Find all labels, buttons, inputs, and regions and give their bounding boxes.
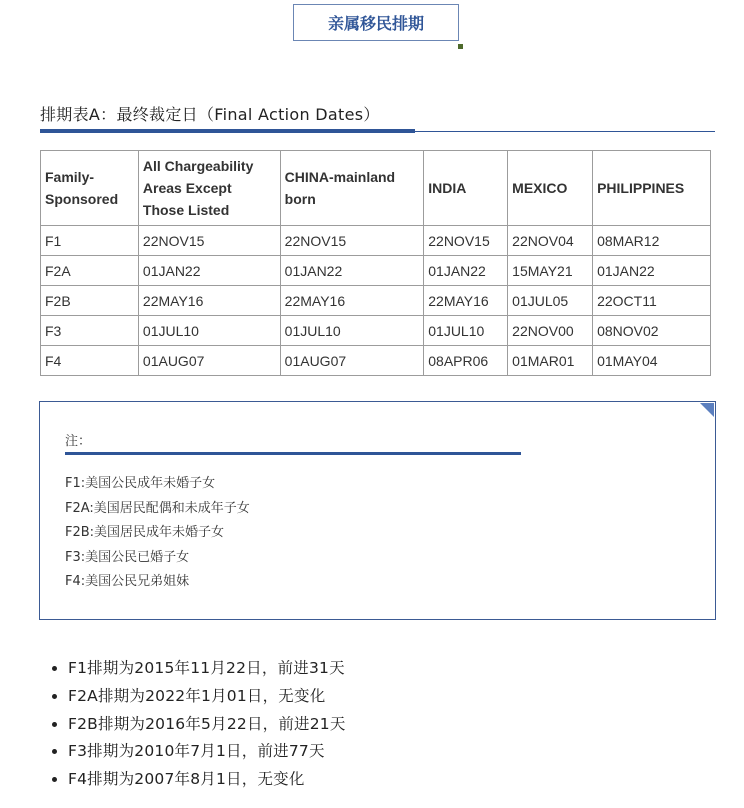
table-cell: 01JAN22 bbox=[424, 256, 508, 286]
summary-item: • F4排期为2007年8月1日，无变化 bbox=[68, 766, 346, 794]
notes-label: 注： bbox=[65, 434, 92, 449]
table-cell: 15MAY21 bbox=[508, 256, 593, 286]
table-cell: 08MAR12 bbox=[593, 226, 711, 256]
summary-list bbox=[48, 655, 346, 794]
column-header: All Chargeability Areas Except Those Listed bbox=[138, 151, 280, 226]
column-header: Family-Sponsored bbox=[41, 151, 139, 226]
summary-item: • F1排期为2015年11月22日，前进31天 bbox=[68, 655, 346, 683]
table-row bbox=[41, 226, 711, 256]
table-cell: 01JUL10 bbox=[424, 316, 508, 346]
column-header: PHILIPPINES bbox=[593, 151, 711, 226]
page-title: 亲属移民排期 bbox=[327, 14, 424, 33]
table-cell: 01JUL05 bbox=[508, 286, 593, 316]
table-cell: 01JAN22 bbox=[138, 256, 280, 286]
title-decoration bbox=[458, 44, 463, 49]
table-row bbox=[41, 286, 711, 316]
table-cell: F3 bbox=[41, 316, 139, 346]
table-cell: 01JAN22 bbox=[280, 256, 424, 286]
table-cell: 22NOV15 bbox=[138, 226, 280, 256]
note-item: F2A:美国居民配偶和未成年子女 bbox=[65, 500, 250, 516]
table-cell: 01MAR01 bbox=[508, 346, 593, 376]
column-header: CHINA-mainland born bbox=[280, 151, 424, 226]
notes-list bbox=[65, 472, 250, 595]
table-cell: F1 bbox=[41, 226, 139, 256]
table-cell: F2B bbox=[41, 286, 139, 316]
column-header: INDIA bbox=[424, 151, 508, 226]
note-item: F2B:美国居民成年未婚子女 bbox=[65, 525, 225, 541]
table-cell: 22NOV15 bbox=[424, 226, 508, 256]
table-cell: 22NOV04 bbox=[508, 226, 593, 256]
table-row bbox=[41, 256, 711, 286]
summary-item: • F3排期为2010年7月1日，前进77天 bbox=[68, 738, 346, 766]
heading-underline-accent bbox=[40, 129, 415, 133]
table-cell: F4 bbox=[41, 346, 139, 376]
corner-fold-decoration bbox=[700, 403, 714, 417]
table-cell: F2A bbox=[41, 256, 139, 286]
note-item: F4:美国公民兄弟姐妹 bbox=[65, 574, 190, 590]
table-cell: 22MAY16 bbox=[280, 286, 424, 316]
summary-item: • F2B排期为2016年5月22日，前进21天 bbox=[68, 711, 346, 739]
summary-item: • F2A排期为2022年1月01日，无变化 bbox=[68, 683, 346, 711]
table-row bbox=[41, 346, 711, 376]
table-cell: 08NOV02 bbox=[593, 316, 711, 346]
table-cell: 01AUG07 bbox=[280, 346, 424, 376]
table-cell: 01MAY04 bbox=[593, 346, 711, 376]
table-header-row bbox=[41, 151, 711, 226]
table-cell: 01JUL10 bbox=[138, 316, 280, 346]
note-item: F1:美国公民成年未婚子女 bbox=[65, 476, 216, 491]
table-cell: 01JAN22 bbox=[593, 256, 711, 286]
table-row bbox=[41, 316, 711, 346]
table-cell: 22MAY16 bbox=[424, 286, 508, 316]
table-cell: 08APR06 bbox=[424, 346, 508, 376]
notes-divider bbox=[65, 452, 521, 455]
notes-box bbox=[39, 401, 716, 620]
table-cell: 22MAY16 bbox=[138, 286, 280, 316]
section-heading: 排期表A：最终裁定日（Final Action Dates） bbox=[40, 105, 380, 124]
table-cell: 22NOV00 bbox=[508, 316, 593, 346]
page-title-box bbox=[293, 4, 459, 41]
table-cell: 01AUG07 bbox=[138, 346, 280, 376]
final-action-dates-table bbox=[40, 150, 711, 376]
table-cell: 01JUL10 bbox=[280, 316, 424, 346]
note-item: F3:美国公民已婚子女 bbox=[65, 549, 190, 565]
table-cell: 22NOV15 bbox=[280, 226, 424, 256]
table-cell: 22OCT11 bbox=[593, 286, 711, 316]
column-header: MEXICO bbox=[508, 151, 593, 226]
